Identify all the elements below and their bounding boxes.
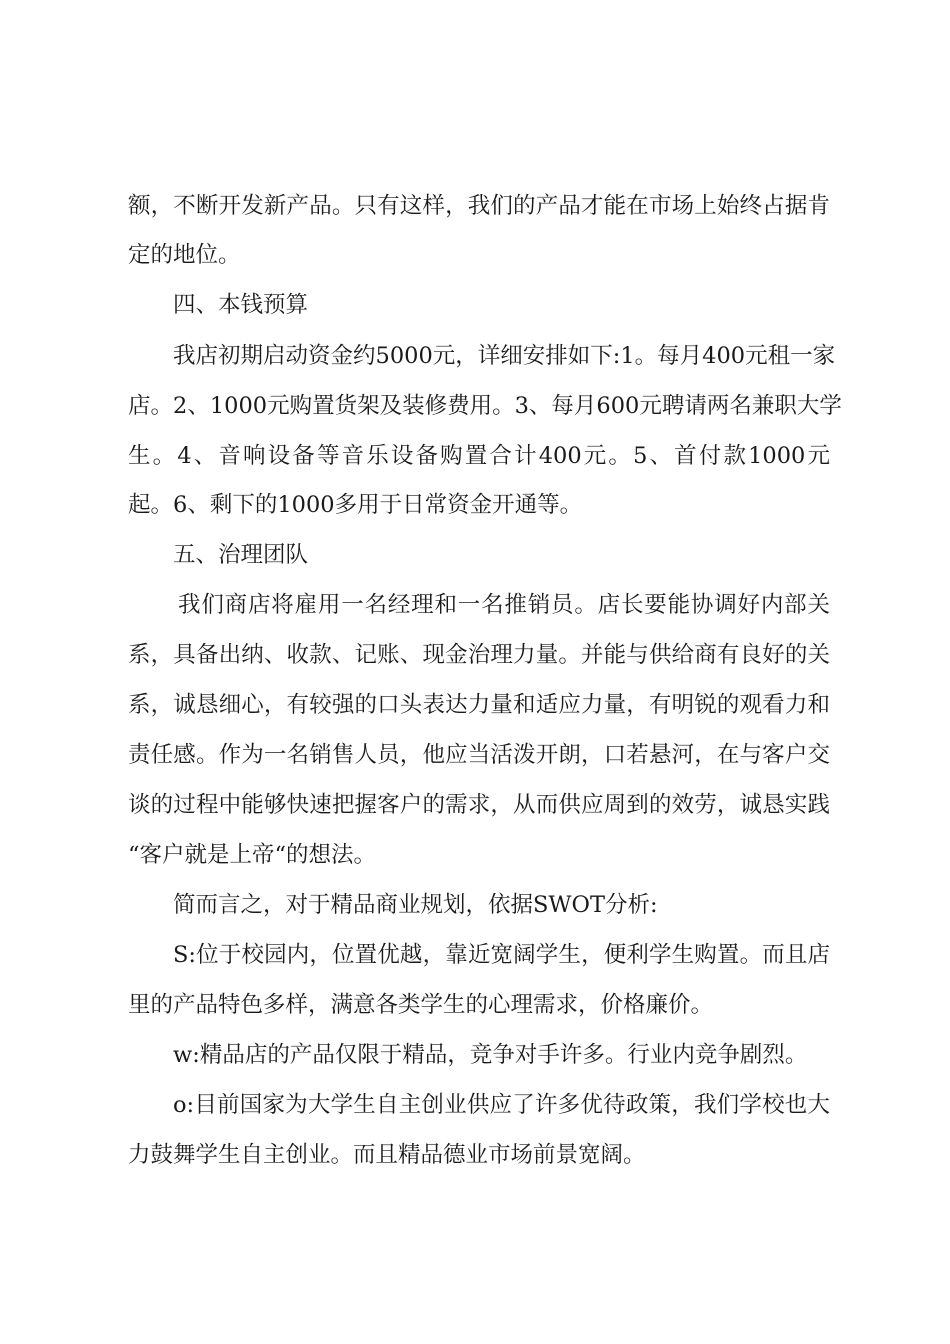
paragraph-line: 系，诚恳细心，有较强的口头表达力量和适应力量，有明锐的观看力和 bbox=[128, 692, 830, 718]
paragraph-line: 我店初期启动资金约5000元，详细安排如下:1。每月400元租一家 bbox=[173, 343, 836, 369]
section-heading-budget: 四、本钱预算 bbox=[173, 292, 309, 318]
paragraph-line: 里的产品特色多样，满意各类学生的心理需求，价格廉价。 bbox=[128, 992, 714, 1018]
paragraph-line: 起。6、剩下的1000多用于日常资金开通等。 bbox=[128, 492, 583, 518]
paragraph-line: 简而言之，对于精品商业规划，依据SWOT分析: bbox=[173, 892, 658, 918]
paragraph-line: 力鼓舞学生自主创业。而且精品德业市场前景宽阔。 bbox=[128, 1142, 646, 1168]
section-heading-team: 五、治理团队 bbox=[173, 542, 309, 568]
swot-opportunities-line: o:目前国家为大学生自主创业供应了许多优待政策，我们学校也大 bbox=[173, 1092, 830, 1118]
paragraph-line: 定的地位。 bbox=[128, 242, 241, 268]
swot-strengths-line: S:位于校园内，位置优越，靠近宽阔学生，便利学生购置。而且店 bbox=[173, 942, 830, 968]
paragraph-line: 我们商店将雇用一名经理和一名推销员。店长要能协调好内部关 bbox=[178, 592, 830, 618]
paragraph-line: “客户就是上帝“的想法。 bbox=[128, 842, 377, 868]
paragraph-line: 店。2、1000元购置货架及装修费用。3、每月600元聘请两名兼职大学 bbox=[128, 393, 842, 419]
paragraph-line: 系，具备出纳、收款、记账、现金治理力量。并能与供给商有良好的关 bbox=[128, 642, 830, 668]
paragraph-line: 额，不断开发新产品。只有这样，我们的产品才能在市场上始终占据肯 bbox=[128, 193, 830, 219]
swot-weaknesses-line: w:精品店的产品仅限于精品，竞争对手许多。行业内竞争剧烈。 bbox=[173, 1042, 808, 1068]
paragraph-line: 责任感。作为一名销售人员，他应当活泼开朗，口若悬河，在与客户交 bbox=[128, 742, 830, 768]
paragraph-line: 谈的过程中能够快速把握客户的需求，从而供应周到的效劳，诚恳实践 bbox=[128, 792, 830, 818]
paragraph-line: 生。4、音响设备等音乐设备购置合计400元。5、首付款1000元 bbox=[128, 443, 830, 469]
